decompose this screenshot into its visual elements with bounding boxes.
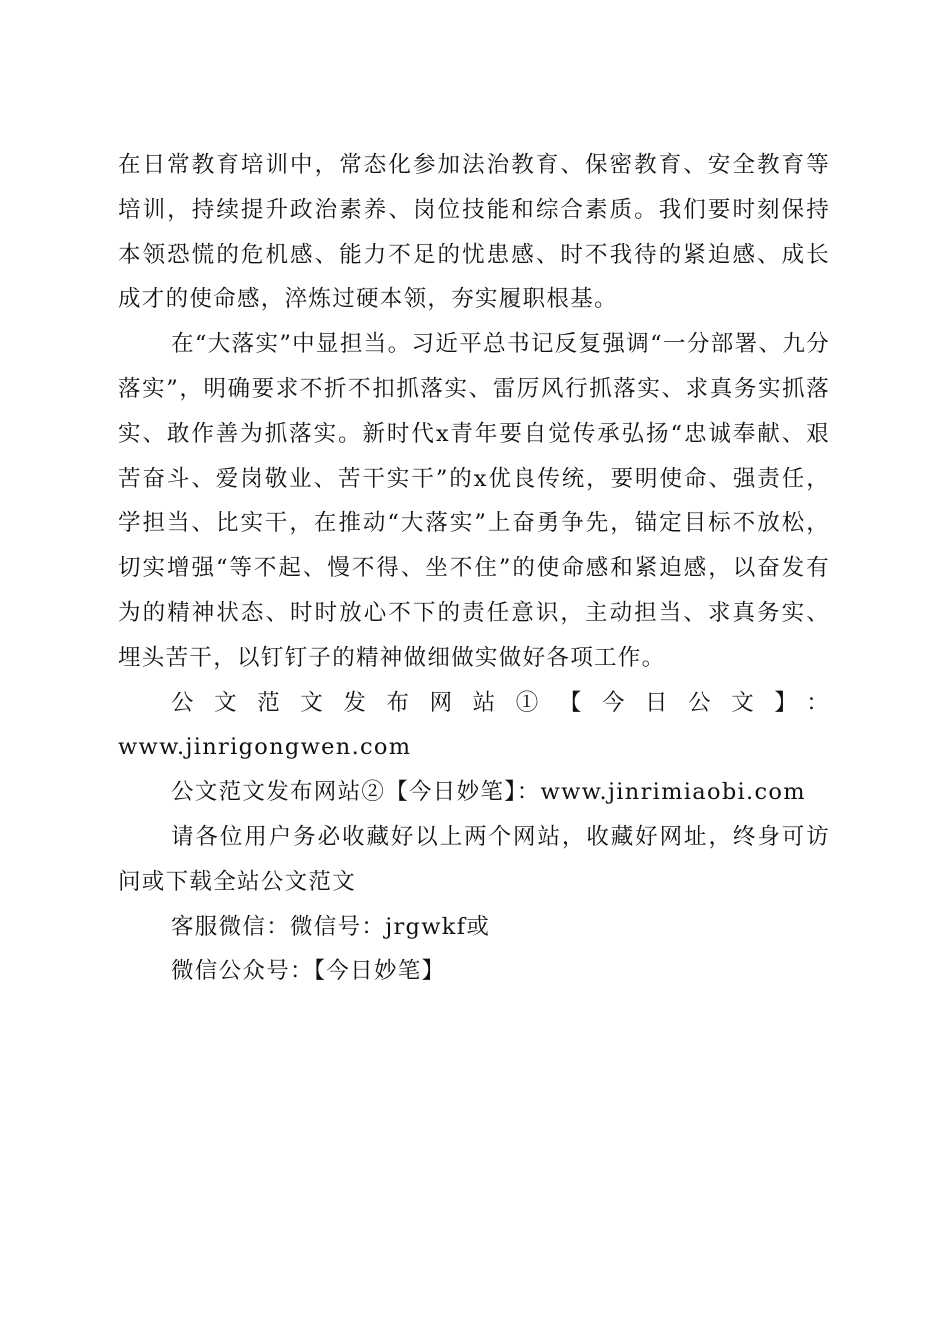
wechat-official-account: 微信公众号：【今日妙笔】 (171, 958, 446, 985)
wechat-service: 客服微信：微信号：jrgwkf或 (171, 913, 491, 940)
body-paragraph-2: 在“大落实”中显担当。习近平总书记反复强调“一分部署、九分落实”，明确要求不折不扣抓落实、雷厉风行抓落实、求真务实抓落实、敢作善为抓落实。新时代x青年要自觉传承弘扬“忠诚奉献、艰苦奋斗、爱岗敬业、苦干实干”的x优良传统，要明使命、强责任，学担当、比实干，在推动“大落实”上奋勇争先，锚定目标不放松，切实增强“等不起、慢不得、坐不住”的使命感和紧迫感，以奋发有为的精神状态、时时放心不下的责任意识，主动担当、求真务实、埋头苦干，以钉钉子的精神做细做实做好各项工作。 (118, 331, 830, 671)
document-page (118, 143, 830, 994)
body-paragraph-1: 在日常教育培训中，常态化参加法治教育、保密教育、安全教育等培训，持续提升政治素养、岗位技能和综合素质。我们要时刻保持本领恐慌的危机感、能力不足的忧患感、时不我待的紧迫感、成长成才的使命感，淬炼过硬本领，夯实履职根基。 (118, 152, 830, 313)
bookmark-notice: 请各位用户务必收藏好以上两个网站，收藏好网址，终身可访问或下载全站公文范文 (118, 823, 830, 895)
site1-label: 公文范文发布网站①【今日公文】： (171, 689, 830, 716)
site1-url[interactable]: www.jinrigongwen.com (118, 734, 412, 761)
site2-line: 公文范文发布网站②【今日妙笔】：www.jinrimiaobi.com (171, 779, 806, 806)
